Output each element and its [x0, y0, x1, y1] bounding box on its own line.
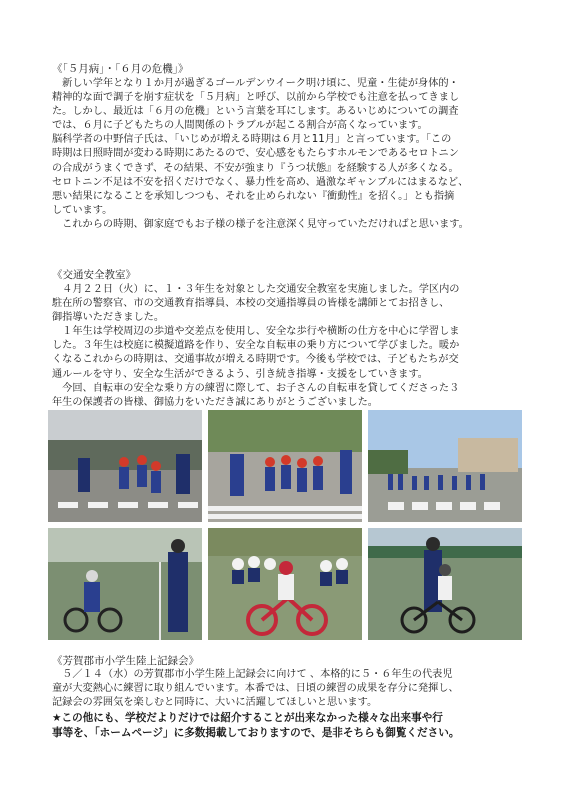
- section-body-track-meet: [52, 668, 522, 710]
- body-line: 新しい学年となり１か月が過ぎるゴールデンウイーク明け頃に、児童・生徒が身体的・: [52, 78, 459, 89]
- body-line: では、６月に子どもたちの人間関係のトラブルが起こる割合が高くなっています。: [52, 120, 428, 132]
- section-body-traffic-safety: [52, 283, 522, 410]
- photo-crosswalk-guidance: [48, 410, 202, 522]
- photo-image: [48, 528, 202, 640]
- body-line: 悪い結果になることを承知しつつも、それを止められない『衝動性』を招く。」とも指摘: [52, 190, 455, 202]
- photo-image: [48, 410, 202, 522]
- section-heading-traffic-safety: 《交通安全教室》: [52, 269, 136, 281]
- body-line: ５／１４（水）の芳賀郡市小学生陸上記録会に向けて 、本格的に５・６年生の代表児: [52, 669, 453, 680]
- body-line: 今回、自転車の安全な乗り方の練習に際して、お子さんの自転車を貸してくださった３: [52, 382, 460, 394]
- closing-line: ★この他にも、学校だよりだけでは紹介することが出来なかった様々な出来事や行: [52, 712, 443, 724]
- photo-image: [208, 528, 362, 640]
- body-line: セロトニン不足は不安を招くだけでなく、暴力性を高め、過激なギャンブルにはまるなど、: [52, 176, 469, 188]
- section-body-may-june: [52, 77, 522, 232]
- body-line: ４月２２日（火）に、１・３年生を対象とした交通安全教室を実施しました。学区内の: [52, 284, 460, 295]
- closing-notice: [52, 711, 522, 740]
- body-line: した。３年生は校庭に模擬道路を作り、安全な自転車の乗り方について学びました。暖か: [52, 340, 460, 352]
- body-line: これからの時期、御家庭でもお子様の様子を注意深く見守っていただければと思います。: [52, 218, 469, 230]
- body-line: 童が大変熱心に練習に取り組んでいます。本番では、日頃の練習の成果を存分に発揮し、: [52, 683, 459, 695]
- body-line: くなるこれからの時期は、交通事故が増える時期です。今後も学校では、子どもたちが交: [52, 354, 459, 366]
- photo-image: [208, 410, 362, 522]
- body-line: 精神的な面で調子を崩す症状を「５月病」と呼び、以前から学校でも注意を払ってきまし: [52, 92, 460, 104]
- photo-children-crossing: [208, 410, 362, 522]
- photo-red-bicycle-class: [208, 528, 362, 640]
- body-line: 年生の保護者の皆様、御協力をいただき誠にありがとうございました。: [52, 396, 378, 408]
- photo-bicycle-officer: [48, 528, 202, 640]
- photo-image: [368, 410, 522, 522]
- body-line: しています。: [52, 204, 113, 216]
- body-line: １年生は学校周辺の歩道や交差点を使用し、安全な歩行や横断の仕方を中心に学習しま: [52, 326, 460, 338]
- photo-image: [368, 528, 522, 640]
- body-line: の合成がうまくできず、その結果、不安が強まり『うつ状態』を経験する人が多くなる。: [52, 162, 459, 174]
- section-heading-track-meet: 《芳賀郡市小学生陸上記録会》: [52, 655, 199, 667]
- body-line: 御指導いただきました。: [52, 312, 165, 324]
- photo-bicycle-practice: [368, 528, 522, 640]
- body-line: 時期は日照時間が変わる時期にあたるので、安心感をもたらすホルモンであるセロトニン: [52, 148, 459, 160]
- body-line: 記録会の雰囲気を楽しむと同時に、大いに活躍してほしいと思います。: [52, 697, 378, 709]
- body-line: 駐在所の警察官、市の交通教育指導員、本校の交通指導員の皆様を講師とてお招きし、: [52, 298, 450, 310]
- body-line: た。しかし、最近は「６月の危機」という言葉を耳にします。あるいじめについての調査: [52, 106, 459, 118]
- body-line: 通ルールを守り、安全な生活ができるよう、引き続き指導・支援をしていきます。: [52, 368, 428, 380]
- section-heading-may-june: 《「５月病」・「６月の危機」》: [52, 63, 189, 75]
- photo-group-crosswalk-wide: [368, 410, 522, 522]
- body-line: 脳科学者の中野信子氏は、「いじめが増える時期は６月と11月」と言っています。「この: [52, 134, 452, 146]
- closing-line: 事等を、「ホームページ」に多数掲載しておりますので、是非そちらも御覧ください。: [52, 726, 460, 739]
